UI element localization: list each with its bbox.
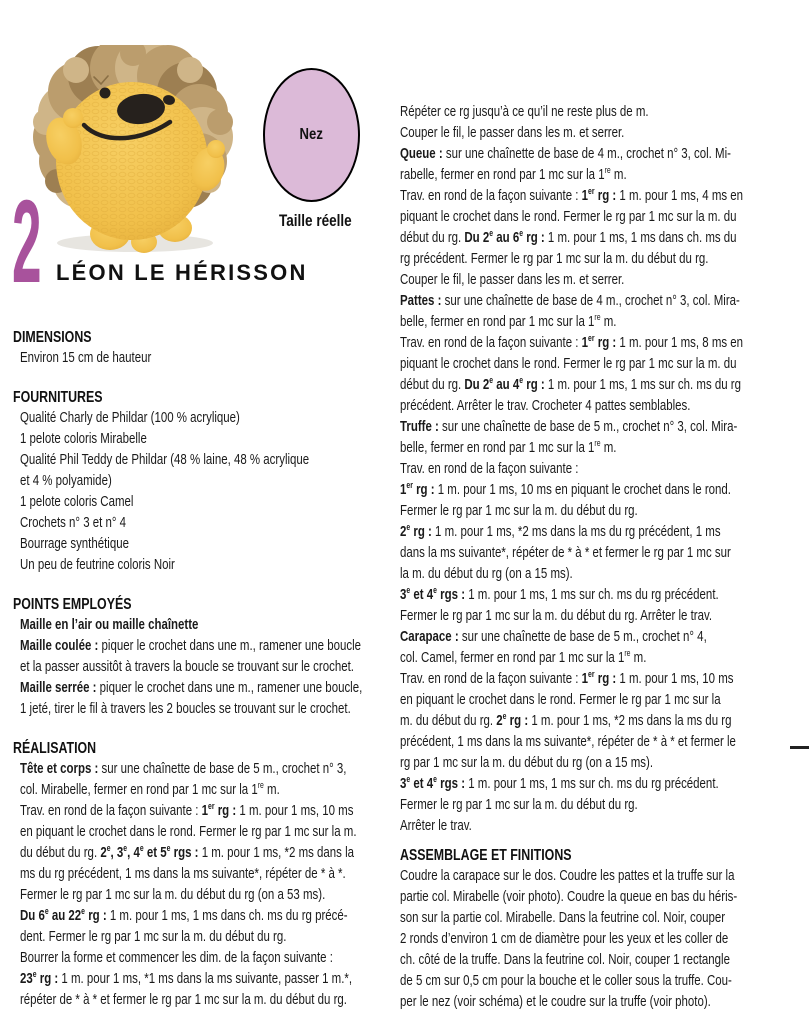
text-line: piquant le crochet dans le rond. Fermer le rg par 1 mc sur la m. du	[400, 356, 737, 372]
text-line: en piquant le crochet dans le rond. Fermer le rg par 1 mc sur la	[400, 692, 721, 708]
text-line: Bourrage synthétique	[19, 536, 129, 552]
text-line: belle, fermer en rond par 1 mc sur la 1re m.	[400, 312, 617, 330]
text-line: Trav. en rond de la façon suivante : 1er rg : 1 m. pour 1 ms, 8 ms en	[400, 333, 744, 351]
text-line: Fermer le rg par 1 mc sur la m. du début du rg.	[400, 797, 638, 813]
section-heading: DIMENSIONS	[13, 329, 92, 346]
text-line: Bourrer la forme et commencer les dim. de la façon suivante :	[19, 950, 333, 966]
text-line: Environ 15 cm de hauteur	[19, 350, 152, 366]
text-line: dent. Fermer le rg par 1 mc sur la m. du début du rg.	[19, 929, 287, 945]
text-line: rg précédent. Fermer le rg par 1 mc sur la m. du début du rg.	[400, 251, 709, 267]
text-line: col. Mirabelle, fermer en rond par 1 mc sur la 1re m.	[19, 780, 280, 798]
section-heading: POINTS EMPLOYÉS	[13, 596, 132, 613]
text-line: Trav. en rond de la façon suivante :	[400, 461, 579, 477]
section-heading: FOURNITURES	[13, 389, 103, 406]
text-line: 1 pelote coloris Mirabelle	[19, 431, 147, 447]
text-line: Crochets n° 3 et n° 4	[19, 515, 127, 531]
text-line: 1 jeté, tirer le fil à travers les 2 boucles se trouvant sur le crochet.	[19, 701, 351, 717]
text-line: Truffe : sur une chaînette de base de 5 m., crochet n° 3, col. Mira-	[400, 419, 738, 435]
text-line: Maille en l’air ou maille chaînette	[19, 617, 199, 633]
text-line: Carapace : sur une chaînette de base de 5 m., crochet n° 4,	[400, 629, 707, 645]
text-line: Fermer le rg par 1 mc sur la m. du début du rg.	[400, 503, 638, 519]
text-line: 23e rg : 1 m. pour 1 ms, *1 ms dans la ms suivante, passer 1 m.*,	[19, 969, 353, 987]
text-line: 1 pelote coloris Camel	[19, 494, 134, 510]
text-line: répéter de * à * et fermer le rg par 1 mc sur la m. du début du rg.	[19, 992, 347, 1008]
text-line: rabelle, fermer en rond par 1 mc sur la 1re m.	[400, 165, 627, 183]
text-line: Queue : sur une chaînette de base de 4 m., crochet n° 3, col. Mi-	[400, 146, 731, 162]
text-line: Trav. en rond de la façon suivante : 1er rg : 1 m. pour 1 ms, 4 ms en	[400, 186, 744, 204]
text-line: 1er rg : 1 m. pour 1 ms, 10 ms en piquant le crochet dans le rond.	[400, 480, 731, 498]
text-line: Du 6e au 22e rg : 1 m. pour 1 ms, 1 ms dans ch. ms du rg précé-	[19, 906, 348, 924]
pattern-number: 2	[12, 176, 42, 308]
text-line: partie col. Mirabelle (voir photo). Coudre la queue en bas du héris-	[400, 889, 738, 905]
text-line: dans la ms suivante*, répéter de * à * et fermer le rg par 1 mc sur	[400, 545, 731, 561]
text-line: Un peu de feutrine coloris Noir	[19, 557, 175, 573]
text-line: ch. côté de la truffe. Dans la feutrine col. Noir, couper 1 rectangle	[400, 952, 730, 968]
text-line: et 4 % polyamide)	[19, 473, 112, 489]
page-fold-mark	[790, 746, 809, 749]
text-line: début du rg. Du 2e au 6e rg : 1 m. pour 1 ms, 1 ms dans ch. ms du	[400, 228, 737, 246]
text-line: Qualité Charly de Phildar (100 % acrylique)	[19, 410, 240, 426]
text-line: de 5 cm sur 0,5 cm pour la bouche et le coller sous la truffe. Cou-	[400, 973, 732, 989]
text-line: col. Camel, fermer en rond par 1 mc sur la 1re m.	[400, 648, 647, 666]
text-line: per le nez (voir schéma) et le coudre sur la truffe (voir photo).	[400, 994, 711, 1010]
text-line: précédent, 1 ms dans la ms suivante*, répéter de * à * et fermer le	[400, 734, 736, 750]
text-line: Arrêter le trav.	[400, 818, 472, 834]
text-line: Fermer le rg par 1 mc sur la m. du début du rg (on a 53 ms).	[19, 887, 326, 903]
text-line: et la passer aussitôt à travers la boucle se trouvant sur le crochet.	[19, 659, 354, 675]
text-line: Répéter ce rg jusqu’à ce qu’il ne reste plus de m.	[400, 104, 649, 120]
nose-label: Nez	[299, 126, 324, 143]
text-line: précédent. Arrêter le trav. Crocheter 4 pattes semblables.	[400, 398, 691, 414]
text-line: Pattes : sur une chaînette de base de 4 m., crochet n° 3, col. Mira-	[400, 293, 740, 309]
text-line: la m. du début du rg (on a 15 ms).	[400, 566, 573, 582]
text-line: du début du rg. 2e, 3e, 4e et 5e rgs : 1 m. pour 1 ms, *2 ms dans la	[19, 843, 355, 861]
nose-shape	[263, 68, 360, 202]
text-line: 2e rg : 1 m. pour 1 ms, *2 ms dans la ms du rg précédent, 1 ms	[400, 522, 721, 540]
left-column	[13, 327, 377, 1011]
text-line: 2 ronds d’environ 1 cm de diamètre pour les yeux et les coller de	[400, 931, 729, 947]
hedgehog-photo	[28, 45, 243, 257]
text-line: Couper le fil, le passer dans les m. et serrer.	[400, 272, 625, 288]
text-line: ms du rg précédent, 1 ms dans la ms suivante*, répéter de * à *.	[19, 866, 346, 882]
text-line: Maille serrée : piquer le crochet dans une m., ramener une boucle,	[19, 680, 363, 696]
text-line: rg par 1 mc sur la m. du début du rg (on a 15 ms).	[400, 755, 654, 771]
text-line: Coudre la carapace sur le dos. Coudre les pattes et la truffe sur la	[400, 868, 735, 884]
text-line: son sur la partie col. Mirabelle. Dans la feutrine col. Noir, couper	[400, 910, 726, 926]
text-line: 3e et 4e rgs : 1 m. pour 1 ms, 1 ms sur ch. ms du rg précédent.	[400, 774, 719, 792]
text-line: Tête et corps : sur une chaînette de base de 5 m., crochet n° 3,	[19, 761, 347, 777]
right-column	[400, 102, 758, 1013]
pattern-title: LÉON LE HÉRISSON	[56, 260, 308, 285]
actual-size-caption: Taille réelle	[278, 212, 352, 230]
text-line: Couper le fil, le passer dans les m. et serrer.	[400, 125, 625, 141]
text-line: Qualité Phil Teddy de Phildar (48 % laine, 48 % acrylique	[19, 452, 310, 468]
text-line: belle, fermer en rond par 1 mc sur la 1re m.	[400, 438, 617, 456]
text-line: début du rg. Du 2e au 4e rg : 1 m. pour 1 ms, 1 ms sur ch. ms du rg	[400, 375, 742, 393]
text-line: Fermer le rg par 1 mc sur la m. du début du rg. Arrêter le trav.	[400, 608, 713, 624]
text-line: piquant le crochet dans le rond. Fermer le rg par 1 mc sur la m. du	[400, 209, 737, 225]
text-line: m. du début du rg. 2e rg : 1 m. pour 1 ms, *2 ms dans la ms du rg	[400, 711, 732, 729]
section-heading: RÉALISATION	[13, 740, 97, 757]
text-line: 3e et 4e rgs : 1 m. pour 1 ms, 1 ms sur ch. ms du rg précédent.	[400, 585, 719, 603]
text-line: Maille coulée : piquer le crochet dans une m., ramener une boucle	[19, 638, 362, 654]
hedgehog-illustration	[28, 45, 243, 257]
text-line: Trav. en rond de la façon suivante : 1er rg : 1 m. pour 1 ms, 10 ms	[400, 669, 734, 687]
text-line: Trav. en rond de la façon suivante : 1er rg : 1 m. pour 1 ms, 10 ms	[19, 801, 354, 819]
section-heading: ASSEMBLAGE ET FINITIONS	[400, 847, 572, 864]
text-line: en piquant le crochet dans le rond. Fermer le rg par 1 mc sur la m.	[19, 824, 357, 840]
left-eye	[100, 88, 111, 99]
